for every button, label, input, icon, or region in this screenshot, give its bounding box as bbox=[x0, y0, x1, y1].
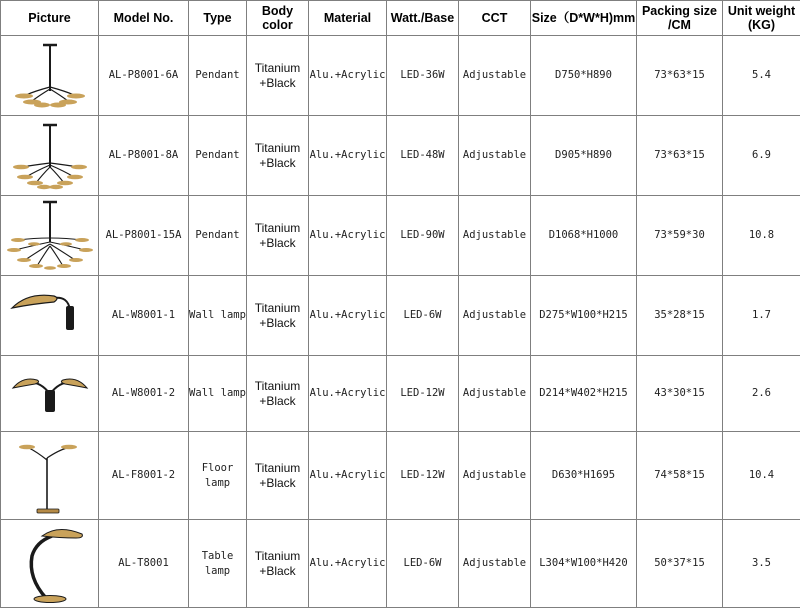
body-color-cell: Titanium +Black bbox=[247, 196, 309, 276]
header-row bbox=[1, 1, 800, 36]
weight-cell: 10.8 bbox=[723, 196, 800, 276]
cct-cell: Adjustable bbox=[459, 276, 531, 356]
table-row bbox=[1, 520, 800, 608]
packing-cell: 35*28*15 bbox=[637, 276, 723, 356]
product-image bbox=[1, 356, 99, 432]
table-row bbox=[1, 116, 800, 196]
body-color-cell: Titanium +Black bbox=[247, 116, 309, 196]
size-cell: D275*W100*H215 bbox=[531, 276, 637, 356]
weight-cell: 1.7 bbox=[723, 276, 800, 356]
table-row bbox=[1, 356, 800, 432]
packing-cell: 73*59*30 bbox=[637, 196, 723, 276]
header-material: Material bbox=[309, 1, 387, 36]
body-color-cell: Titanium +Black bbox=[247, 36, 309, 116]
header-weight: Unit weight (KG) bbox=[723, 1, 800, 36]
header-body-color: Body color bbox=[247, 1, 309, 36]
header-packing: Packing size /CM bbox=[637, 1, 723, 36]
model-cell: AL-F8001-2 bbox=[99, 432, 189, 520]
header-size: Size（D*W*H)mm bbox=[531, 1, 637, 36]
model-cell: AL-W8001-1 bbox=[99, 276, 189, 356]
table-row bbox=[1, 196, 800, 276]
body-color-cell: Titanium +Black bbox=[247, 356, 309, 432]
header-type: Type bbox=[189, 1, 247, 36]
wall-lamp-double-icon bbox=[7, 366, 93, 422]
weight-cell: 2.6 bbox=[723, 356, 800, 432]
type-cell: Table lamp bbox=[189, 520, 247, 608]
body-color-cell: Titanium +Black bbox=[247, 520, 309, 608]
packing-cell: 50*37*15 bbox=[637, 520, 723, 608]
watt-cell: LED-90W bbox=[387, 196, 459, 276]
watt-cell: LED-6W bbox=[387, 520, 459, 608]
table-row bbox=[1, 276, 800, 356]
size-cell: D630*H1695 bbox=[531, 432, 637, 520]
header-picture: Picture bbox=[1, 1, 99, 36]
model-cell: AL-P8001-15A bbox=[99, 196, 189, 276]
packing-cell: 73*63*15 bbox=[637, 36, 723, 116]
model-cell: AL-W8001-2 bbox=[99, 356, 189, 432]
table-row bbox=[1, 36, 800, 116]
type-cell: Wall lamp bbox=[189, 276, 247, 356]
size-cell: D750*H890 bbox=[531, 36, 637, 116]
product-image bbox=[1, 36, 99, 116]
cct-cell: Adjustable bbox=[459, 520, 531, 608]
model-cell: AL-P8001-6A bbox=[99, 36, 189, 116]
cct-cell: Adjustable bbox=[459, 116, 531, 196]
type-cell: Pendant bbox=[189, 196, 247, 276]
header-model: Model No. bbox=[99, 1, 189, 36]
type-cell: Pendant bbox=[189, 36, 247, 116]
pendant-8-lamp-icon bbox=[10, 121, 90, 191]
product-image bbox=[1, 432, 99, 520]
material-cell: Alu.+Acrylic bbox=[309, 432, 387, 520]
watt-cell: LED-36W bbox=[387, 36, 459, 116]
size-cell: L304*W100*H420 bbox=[531, 520, 637, 608]
product-image bbox=[1, 196, 99, 276]
weight-cell: 10.4 bbox=[723, 432, 800, 520]
packing-cell: 43*30*15 bbox=[637, 356, 723, 432]
material-cell: Alu.+Acrylic bbox=[309, 356, 387, 432]
product-image bbox=[1, 520, 99, 608]
floor-lamp-icon bbox=[15, 436, 85, 516]
cct-cell: Adjustable bbox=[459, 356, 531, 432]
body-color-cell: Titanium +Black bbox=[247, 276, 309, 356]
type-cell: Wall lamp bbox=[189, 356, 247, 432]
table-lamp-icon bbox=[12, 522, 88, 606]
packing-cell: 73*63*15 bbox=[637, 116, 723, 196]
table-row bbox=[1, 432, 800, 520]
material-cell: Alu.+Acrylic bbox=[309, 520, 387, 608]
body-color-cell: Titanium +Black bbox=[247, 432, 309, 520]
cct-cell: Adjustable bbox=[459, 432, 531, 520]
watt-cell: LED-6W bbox=[387, 276, 459, 356]
size-cell: D905*H890 bbox=[531, 116, 637, 196]
size-cell: D214*W402*H215 bbox=[531, 356, 637, 432]
material-cell: Alu.+Acrylic bbox=[309, 116, 387, 196]
material-cell: Alu.+Acrylic bbox=[309, 196, 387, 276]
pendant-15-lamp-icon bbox=[7, 200, 93, 272]
size-cell: D1068*H1000 bbox=[531, 196, 637, 276]
model-cell: AL-P8001-8A bbox=[99, 116, 189, 196]
header-cct: CCT bbox=[459, 1, 531, 36]
pendant-6-lamp-icon bbox=[10, 41, 90, 111]
product-image bbox=[1, 276, 99, 356]
type-cell: Floor lamp bbox=[189, 432, 247, 520]
wall-lamp-single-icon bbox=[8, 286, 92, 346]
model-cell: AL-T8001 bbox=[99, 520, 189, 608]
weight-cell: 3.5 bbox=[723, 520, 800, 608]
product-image bbox=[1, 116, 99, 196]
packing-cell: 74*58*15 bbox=[637, 432, 723, 520]
cct-cell: Adjustable bbox=[459, 196, 531, 276]
weight-cell: 5.4 bbox=[723, 36, 800, 116]
material-cell: Alu.+Acrylic bbox=[309, 276, 387, 356]
watt-cell: LED-12W bbox=[387, 356, 459, 432]
weight-cell: 6.9 bbox=[723, 116, 800, 196]
header-watt: Watt./Base bbox=[387, 1, 459, 36]
type-cell: Pendant bbox=[189, 116, 247, 196]
material-cell: Alu.+Acrylic bbox=[309, 36, 387, 116]
cct-cell: Adjustable bbox=[459, 36, 531, 116]
watt-cell: LED-12W bbox=[387, 432, 459, 520]
watt-cell: LED-48W bbox=[387, 116, 459, 196]
